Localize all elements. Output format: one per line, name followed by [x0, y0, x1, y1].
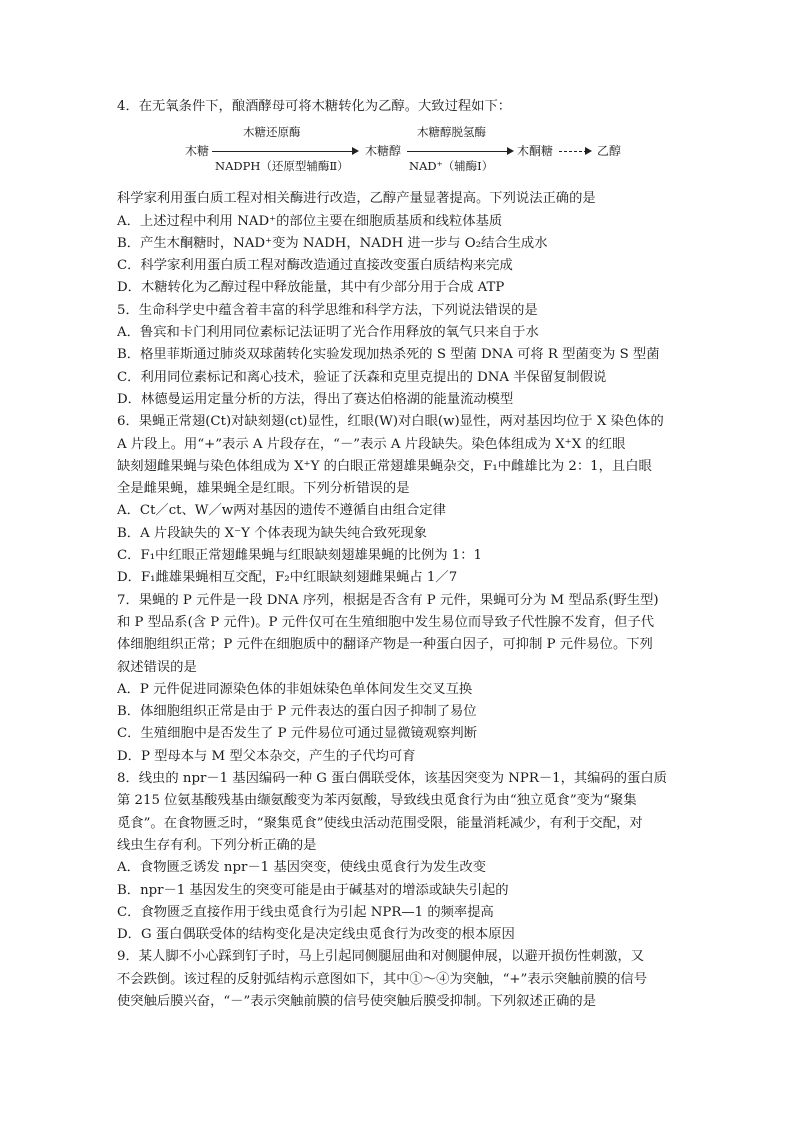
enzyme2-label: 木糖醇脱氢酶 [417, 125, 486, 140]
arrow-1 [212, 151, 352, 152]
q5-option-b: B．格里菲斯通过肺炎双球菌转化实验发现加热杀死的 S 型菌 DNA 可将 R 型菌变为 S 型菌 [117, 347, 660, 363]
xylose-pathway-diagram [117, 118, 677, 188]
q7-stem-line-4: 叙述错误的是 [117, 659, 197, 675]
q7-stem-line-2: 和 P 型品系(含 P 元件)。P 元件仅可在生殖细胞中发生易位而导致子代性腺不发育，但子代 [117, 614, 655, 630]
xylulose-label: 木酮糖 [517, 144, 554, 159]
q8-option-b: B．npr－1 基因发生的突变可能是由于碱基对的增添或缺失引起的 [117, 882, 509, 898]
q4-option-a: A．上述过程中利用 NAD⁺的部位主要在细胞质基质和线粒体基质 [117, 213, 503, 229]
q8-option-c: C．食物匮乏直接作用于线虫觅食行为引起 NPR—1 的频率提高 [117, 904, 494, 920]
q4-option-b: B．产生木酮糖时，NAD⁺变为 NADH，NADH 进一步与 O₂结合生成水 [117, 235, 548, 251]
q6-stem-line-3: 缺刻翅雌果蝇与染色体组成为 X⁺Y 的白眼正常翅雄果蝇杂交，F₁中雌雄比为 2：1，且白眼 [117, 458, 652, 474]
arrow-3-head [585, 147, 592, 155]
q6-stem-line-1: 6．果蝇正常翅(Ct)对缺刻翅(ct)显性，红眼(W)对白眼(w)显性，两对基因均位于 X 染色体的 [117, 414, 664, 430]
q7-option-a: A．P 元件促进同源染色体的非姐妹染色单体间发生交叉互换 [117, 681, 473, 697]
q5-option-a: A．鲁宾和卡门利用同位素标记法证明了光合作用释放的氧气只来自于水 [117, 325, 539, 341]
q5-option-d: D．林德曼运用定量分析的方法，得出了赛达伯格湖的能量流动模型 [117, 391, 514, 407]
xylose-label: 木糖 [185, 144, 210, 159]
arrow-2-head [507, 147, 514, 155]
q7-option-b: B．体细胞组织正常是由于 P 元件表达的蛋白因子抑制了易位 [117, 704, 477, 720]
q4-stem2: 科学家利用蛋白质工程对相关酶进行改造，乙醇产量显著提高。下列说法正确的是 [117, 191, 596, 207]
q7-stem-line-1: 7．果蝇的 P 元件是一段 DNA 序列，根据是否含有 P 元件，果蝇可分为 M 型品系(野生型) [117, 592, 659, 608]
q8-stem-line-4: 线虫生存有利。下列分析正确的是 [117, 837, 317, 853]
q8-option-a: A．食物匮乏诱发 npr－1 基因突变，使线虫觅食行为发生改变 [117, 860, 487, 876]
q7-option-d: D．P 型母本与 M 型父本杂交，产生的子代均可育 [117, 748, 416, 764]
q7-stem-line-3: 体细胞组织正常；P 元件在细胞质中的翻译产物是一种蛋白因子，可抑制 P 元件易位。下列 [117, 637, 653, 653]
q6-stem-line-2: A 片段上。用“+”表示 A 片段存在，“－”表示 A 片段缺失。染色体组成为 X⁺X 的红眼 [117, 436, 626, 452]
q6-option-c: C．F₁中红眼正常翅雌果蝇与红眼缺刻翅雄果蝇的比例为 1：1 [117, 548, 483, 564]
arrow-1-head [352, 147, 359, 155]
q4-option-c: C．科学家利用蛋白质工程对酶改造通过直接改变蛋白质结构来完成 [117, 258, 513, 274]
q5-option-c: C．利用同位素标记和离心技术，验证了沃森和克里克提出的 DNA 半保留复制假说 [117, 369, 607, 385]
q8-option-d: D．G 蛋白偶联受体的结构变化是决定线虫觅食行为改变的根本原因 [117, 927, 515, 943]
q8-stem-line-3: 觅食”。在食物匮乏时，“聚集觅食”使线虫活动范围受限，能量消耗减少，有利于交配，对 [117, 815, 643, 831]
q8-stem-line-2: 第 215 位氨基酸残基由缬氨酸变为苯丙氨酸，导致线虫觅食行为由“独立觅食”变为“聚集 [117, 793, 637, 809]
xylitol-label: 木糖醇 [365, 144, 402, 159]
arrow-3-dashed [559, 151, 587, 152]
q4-option-d: D．木糖转化为乙醇过程中释放能量，其中有少部分用于合成 ATP [117, 280, 505, 296]
q6-option-a: A．Ct／ct、W／w两对基因的遗传不遵循自由组合定律 [117, 503, 446, 519]
arrow-2 [407, 151, 507, 152]
q7-option-c: C．生殖细胞中是否发生了 P 元件易位可通过显微镜观察判断 [117, 726, 477, 742]
q5-stem: 5．生命科学史中蕴含着丰富的科学思维和科学方法，下列说法错误的是 [117, 302, 538, 318]
enzyme1-label: 木糖还原酶 [243, 125, 301, 140]
cofactor1-label: NADPH（还原型辅酶Ⅱ） [215, 159, 349, 174]
q6-stem-line-4: 全是雌果蝇，雄果蝇全是红眼。下列分析错误的是 [117, 481, 410, 497]
q6-option-b: B．A 片段缺失的 X⁻Y 个体表现为缺失纯合致死现象 [117, 525, 427, 541]
exam-page [117, 96, 677, 1013]
q8-stem-line-1: 8．线虫的 npr－1 基因编码一种 G 蛋白偶联受体，该基因突变为 NPR－1，其编码的蛋白质 [117, 771, 667, 787]
cofactor2-label: NAD⁺（辅酶Ⅰ） [409, 159, 494, 174]
ethanol-label: 乙醇 [597, 144, 622, 159]
q9-stem-line-3: 使突触后膜兴奋，“－”表示突触前膜的信号使突触后膜受抑制。下列叙述正确的是 [117, 993, 596, 1009]
q9-stem-line-1: 9．某人脚不小心踩到钉子时，马上引起同侧腿屈曲和对侧腿伸展，以避开损伤性刺激，又 [117, 949, 645, 965]
q4-stem: 4．在无氧条件下，酿酒酵母可将木糖转化为乙醇。大致过程如下： [117, 99, 512, 114]
q9-stem-line-2: 不会跌倒。该过程的反射弧结构示意图如下，其中①～④为突触，“+”表示突触前膜的信号 [117, 971, 648, 987]
q6-option-d: D．F₁雌雄果蝇相互交配，F₂中红眼缺刻翅雌果蝇占 1／7 [117, 570, 458, 586]
